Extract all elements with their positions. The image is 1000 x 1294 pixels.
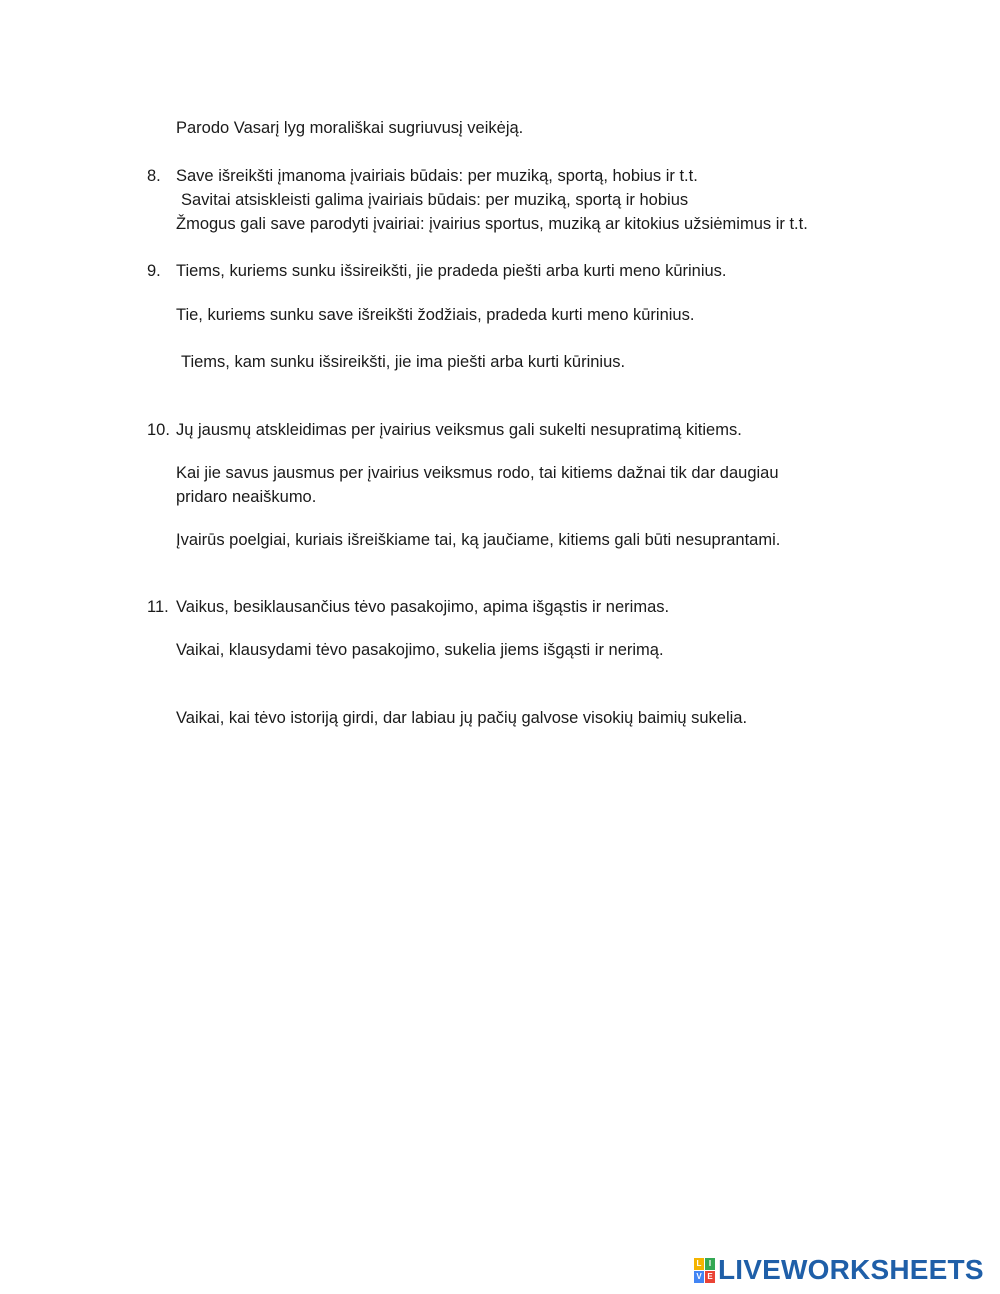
- item-number-8: 8.: [147, 167, 161, 185]
- logo-text: LIVEWORKSHEETS: [718, 1254, 984, 1285]
- liveworksheets-logo: [694, 1254, 984, 1286]
- item-9-line-3: Tiems, kam sunku išsireikšti, jie ima piešti arba kurti kūrinius.: [181, 353, 626, 371]
- item-11-line-1: Vaikus, besiklausančius tėvo pasakojimo, apima išgąstis ir nerimas.: [176, 598, 670, 616]
- item-11-line-3: Vaikai, kai tėvo istoriją girdi, dar labiau jų pačių galvose visokių baimių sukelia.: [176, 709, 748, 727]
- item-number-10: 10.: [147, 421, 170, 439]
- item-8-line-3: Žmogus gali save parodyti įvairiai: įvairius sportus, muziką ar kitokius užsiėmimus ir t.t.: [176, 215, 808, 233]
- badge-letter-e: E: [705, 1271, 715, 1283]
- item-11-line-2: Vaikai, klausydami tėvo pasakojimo, sukelia jiems išgąsti ir nerimą.: [176, 641, 664, 659]
- logo-badge-icon: [694, 1258, 715, 1283]
- item-9-line-2: Tie, kuriems sunku save išreikšti žodžiais, pradeda kurti meno kūrinius.: [176, 306, 695, 324]
- item-number-9: 9.: [147, 262, 161, 280]
- item-8-line-2: Savitai atsiskleisti galima įvairiais būdais: per muziką, sportą ir hobius: [181, 191, 689, 209]
- badge-letter-l: L: [694, 1258, 704, 1270]
- item-10-line-2: Kai jie savus jausmus per įvairius veiksmus rodo, tai kitiems dažnai tik dar daugiau: [176, 464, 779, 482]
- badge-letter-i: I: [705, 1258, 715, 1270]
- item-10-line-3: pridaro neaiškumo.: [176, 488, 317, 506]
- item-number-11: 11.: [147, 598, 169, 616]
- badge-letter-v: V: [694, 1271, 704, 1283]
- item-10-line-1: Jų jausmų atskleidimas per įvairius veiksmus gali sukelti nesupratimą kitiems.: [176, 421, 742, 439]
- item-10-line-4: Įvairūs poelgiai, kuriais išreiškiame tai, ką jaučiame, kitiems gali būti nesuprantami.: [176, 531, 781, 549]
- intro-text: Parodo Vasarį lyg morališkai sugriuvusį veikėją.: [176, 119, 524, 137]
- item-9-line-1: Tiems, kuriems sunku išsireikšti, jie pradeda piešti arba kurti meno kūrinius.: [176, 262, 727, 280]
- item-8-line-1: Save išreikšti įmanoma įvairiais būdais: per muziką, sportą, hobius ir t.t.: [176, 167, 698, 185]
